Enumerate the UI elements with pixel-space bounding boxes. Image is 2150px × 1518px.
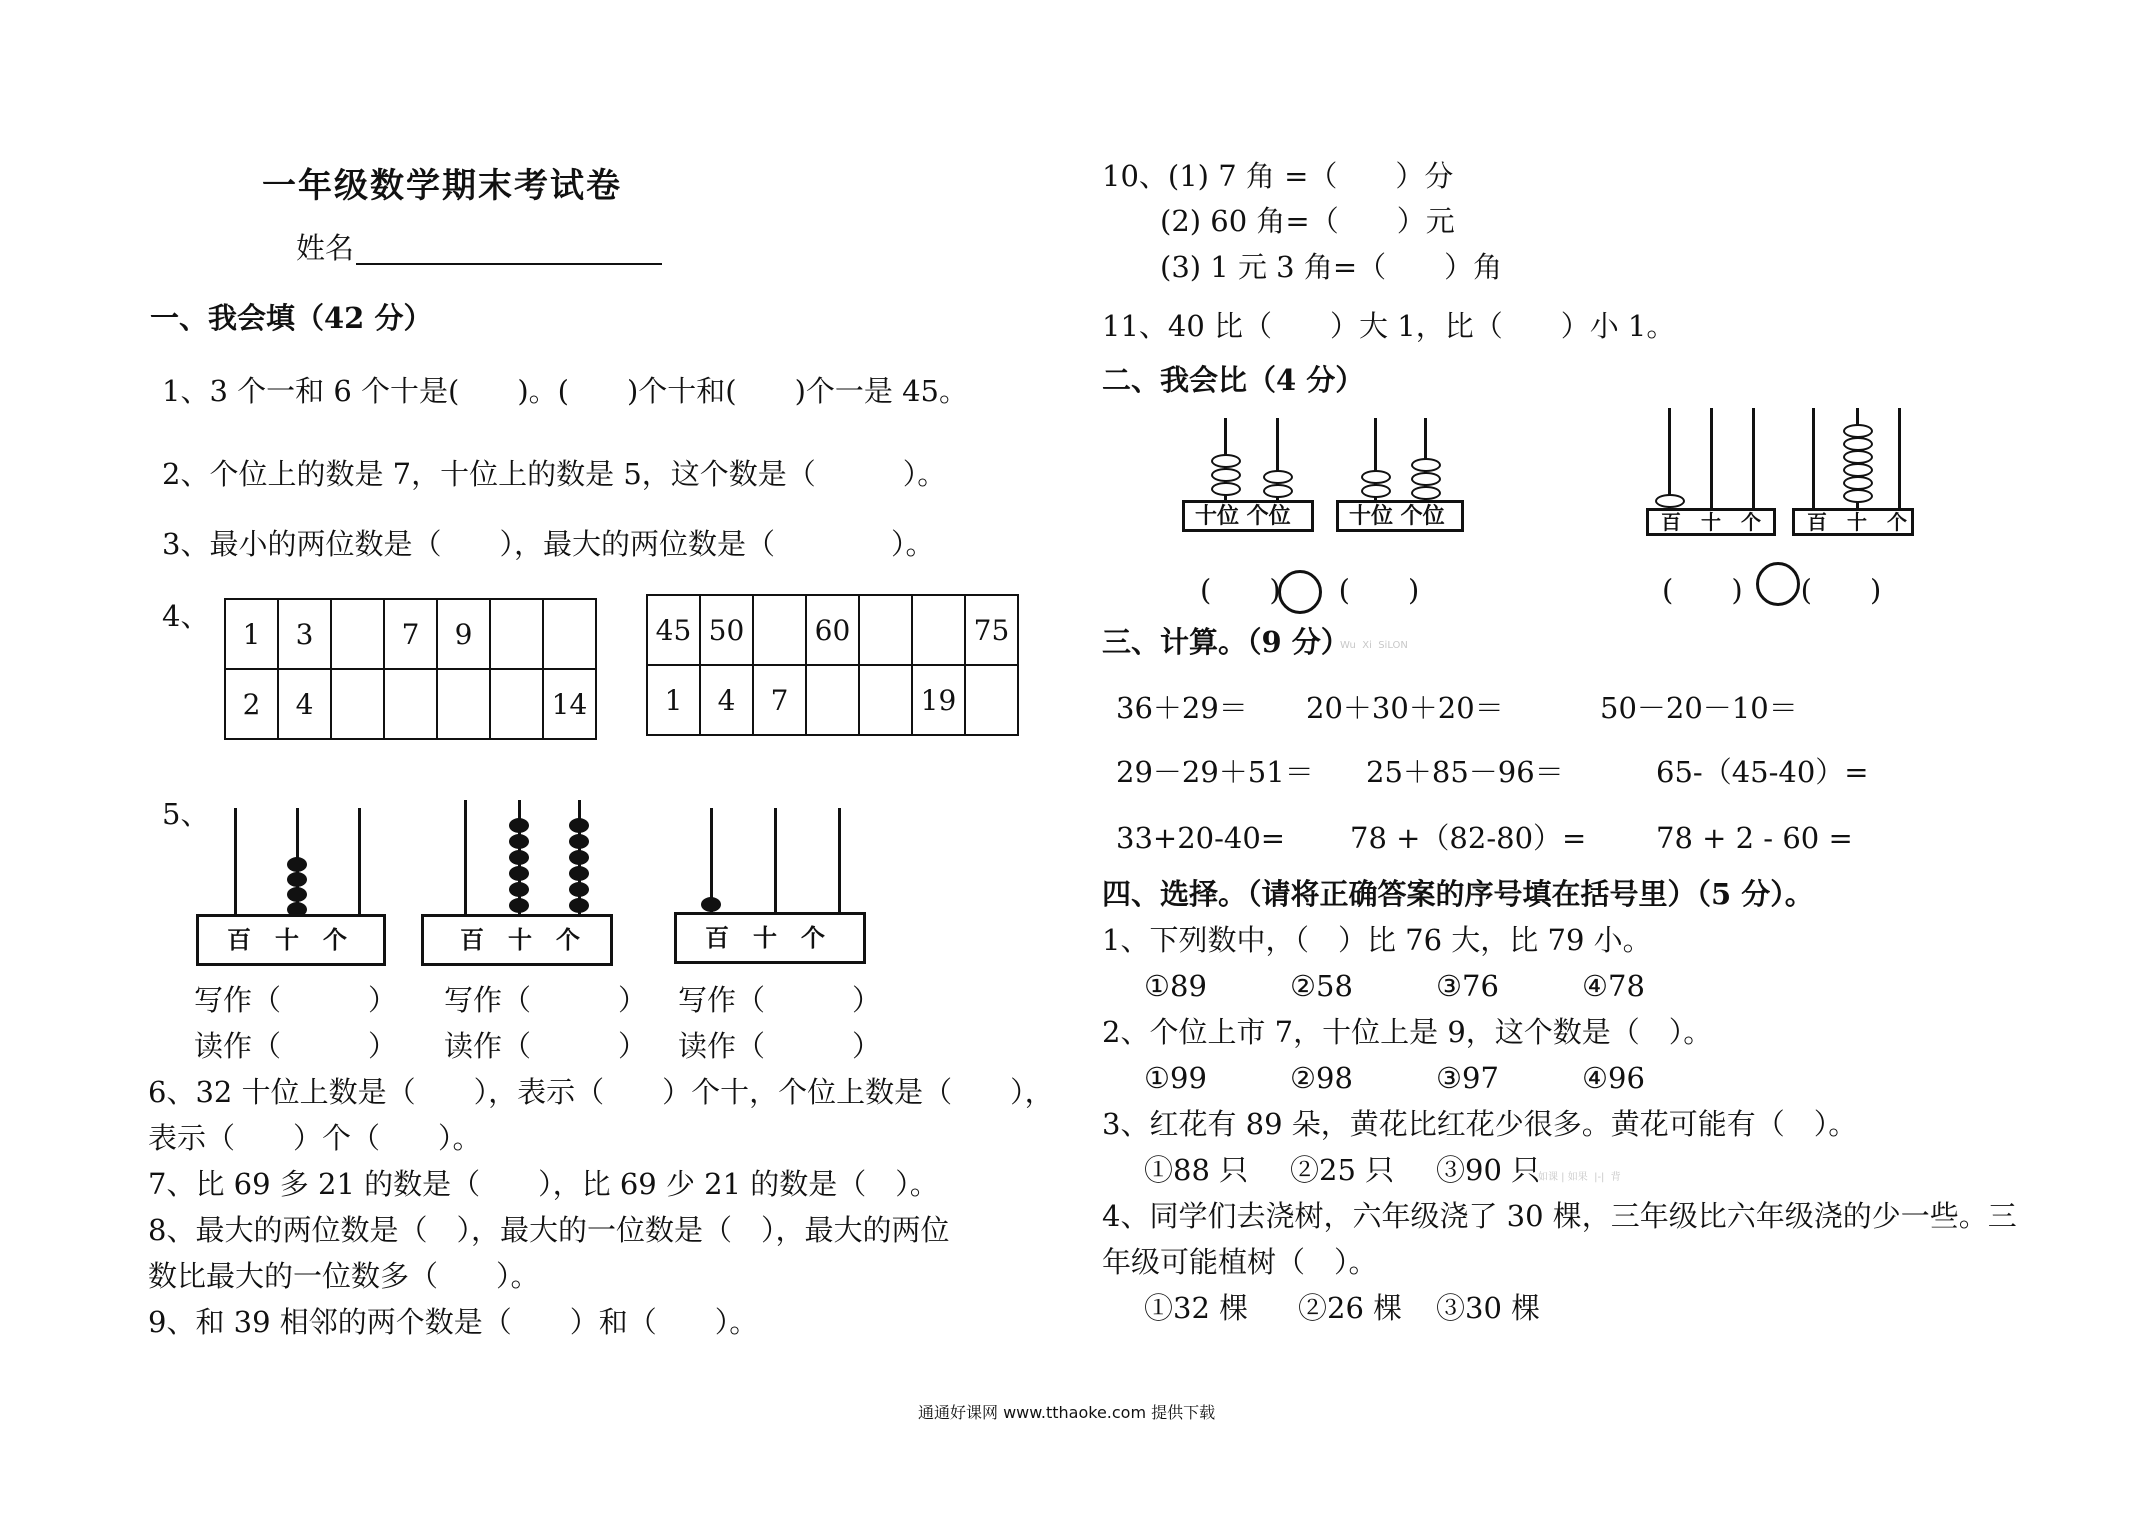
abacus-rod — [838, 808, 841, 912]
abacus-label: 百 十 个 — [1807, 510, 1907, 534]
abacus-bead — [1211, 468, 1241, 482]
section1-heading: 一、我会填（42 分） — [150, 301, 433, 335]
abacus-frame — [1182, 500, 1314, 532]
table-cell — [965, 665, 1018, 735]
table-cell — [490, 669, 543, 739]
table-row — [647, 665, 1018, 735]
question-8-line1: 8、最大的两位数是（ ），最大的一位数是（ ），最大的两位 — [148, 1213, 950, 1247]
abacus-bead — [1411, 486, 1441, 500]
abacus-rod — [234, 808, 237, 914]
table-cell: 9 — [437, 599, 490, 669]
abacus-bead — [569, 866, 589, 881]
abacus-frame — [1792, 508, 1914, 536]
choice-question-4-line1: 4、同学们去浇树，六年级浇了 30 棵，三年级比六年级浇的少一些。三 — [1102, 1199, 2017, 1233]
question-6-line1: 6、32 十位上数是（ ），表示（ ）个十，个位上数是（ ）， — [148, 1075, 1054, 1109]
calc-expression: 36＋29＝ — [1116, 691, 1248, 725]
abacus-frame — [674, 912, 866, 964]
table-cell: 4 — [700, 665, 753, 735]
table-cell: 60 — [806, 595, 859, 665]
question-10-part2: (2) 60 角=（ ）元 — [1160, 204, 1455, 238]
table-cell — [806, 665, 859, 735]
abacus-bead — [1361, 470, 1391, 484]
choice-option: ④96 — [1582, 1061, 1645, 1095]
compare-blank-2: ( ) ( ) — [1662, 573, 1882, 607]
table-cell: 1 — [647, 665, 700, 735]
question-6-line2: 表示（ ）个（ ）。 — [148, 1121, 482, 1155]
table-cell — [859, 665, 912, 735]
question-4-label: 4、 — [162, 599, 210, 633]
question-3-watermark: 如课 | 如果 |-| 背 — [1538, 1172, 1621, 1183]
calc-expression: 29－29＋51＝ — [1116, 755, 1314, 789]
footer-credit: 通通好课网 www.tthaoke.com 提供下载 — [918, 1403, 1216, 1422]
table-cell — [437, 669, 490, 739]
table-cell — [384, 669, 437, 739]
question-10-part3: (3) 1 元 3 角=（ ）角 — [1160, 250, 1503, 284]
abacus-bead — [1211, 482, 1241, 496]
read-as-3: 读作（ ） — [678, 1029, 882, 1063]
choice-option: ②26 棵 — [1298, 1291, 1403, 1325]
abacus-label: 百 十 个 — [460, 925, 580, 954]
abacus-rod — [1752, 408, 1755, 512]
table-cell: 1 — [225, 599, 278, 669]
abacus-bead — [569, 834, 589, 849]
choice-option: ③97 — [1436, 1061, 1499, 1095]
choice-option: ③90 只 — [1436, 1153, 1541, 1187]
table-cell: 19 — [912, 665, 965, 735]
abacus-frame — [421, 914, 613, 966]
abacus-label: 百 十 个 — [1661, 510, 1761, 534]
table-cell: 2 — [225, 669, 278, 739]
abacus-bead — [509, 818, 529, 833]
abacus-bead — [287, 887, 307, 902]
section3-watermark: Wu Xi SiLON — [1340, 640, 1408, 651]
abacus-bead — [1263, 470, 1293, 484]
compare-circle-2[interactable] — [1756, 562, 1800, 606]
abacus-bead — [569, 882, 589, 897]
abacus-bead — [287, 872, 307, 887]
abacus-bead — [1843, 437, 1873, 451]
section3-heading: 三、计算。（9 分） — [1102, 625, 1350, 659]
abacus-bead — [509, 898, 529, 913]
table-cell: 50 — [700, 595, 753, 665]
choice-option: ①99 — [1144, 1061, 1207, 1095]
write-as-1: 写作（ ） — [194, 983, 398, 1017]
table-cell — [543, 599, 596, 669]
number-table-2 — [646, 594, 1019, 736]
page-title: 一年级数学期末考试卷 — [262, 166, 622, 206]
calc-expression: 20＋30＋20＝ — [1306, 691, 1504, 725]
question-9: 9、和 39 相邻的两个数是（ ）和（ ）。 — [148, 1305, 759, 1339]
abacus-bead — [287, 857, 307, 872]
question-5-label: 5、 — [162, 797, 210, 831]
abacus-bead — [1411, 472, 1441, 486]
question-10-part1: 10、(1) 7 角 =（ ）分 — [1102, 159, 1454, 193]
abacus-label: 百 十 个 — [705, 923, 825, 952]
abacus-rod — [1710, 408, 1713, 512]
table-cell: 45 — [647, 595, 700, 665]
calc-expression: 33+20-40= — [1116, 821, 1286, 855]
abacus-rod — [358, 808, 361, 914]
question-3: 3、最小的两位数是（ ），最大的两位数是（ ）。 — [162, 527, 935, 561]
choice-question-3: 3、红花有 89 朵，黄花比红花少很多。黄花可能有（ ）。 — [1102, 1107, 1858, 1141]
abacus-bead — [569, 818, 589, 833]
abacus-bead — [1843, 450, 1873, 464]
name-label: 姓名 — [296, 231, 355, 265]
table-cell: 7 — [384, 599, 437, 669]
write-as-3: 写作（ ） — [678, 983, 882, 1017]
number-table-1 — [224, 598, 597, 740]
read-as-2: 读作（ ） — [444, 1029, 648, 1063]
table-cell — [912, 595, 965, 665]
choice-option: ②25 只 — [1290, 1153, 1395, 1187]
calc-expression: 78 + 2 - 60 = — [1656, 821, 1853, 855]
abacus-bead — [509, 850, 529, 865]
choice-option: ③30 棵 — [1436, 1291, 1541, 1325]
abacus-bead — [509, 882, 529, 897]
question-7: 7、比 69 多 21 的数是（ ），比 69 少 21 的数是（ ）。 — [148, 1167, 939, 1201]
abacus-bead — [1263, 484, 1293, 498]
choice-option: ①32 棵 — [1144, 1291, 1249, 1325]
abacus-bead — [569, 898, 589, 913]
read-as-1: 读作（ ） — [194, 1029, 398, 1063]
abacus-rod — [1812, 408, 1815, 512]
calc-expression: 50－20－10＝ — [1600, 691, 1798, 725]
table-row — [647, 595, 1018, 665]
place-label: 十位 个位 — [1349, 503, 1445, 529]
question-11: 11、40 比（ ）大 1，比（ ）小 1。 — [1102, 309, 1676, 343]
choice-option: ①88 只 — [1144, 1153, 1249, 1187]
choice-option: ②58 — [1290, 969, 1353, 1003]
table-cell: 75 — [965, 595, 1018, 665]
abacus-bead — [1843, 424, 1873, 438]
abacus-frame — [1646, 508, 1776, 536]
section2-heading: 二、我会比（4 分） — [1102, 363, 1365, 397]
abacus-bead — [1411, 458, 1441, 472]
calc-expression: 65-（45-40）= — [1656, 755, 1869, 789]
table-cell — [753, 595, 806, 665]
abacus-rod — [1898, 408, 1901, 512]
choice-option: ③76 — [1436, 969, 1499, 1003]
choice-option: ②98 — [1290, 1061, 1353, 1095]
abacus-bead — [1843, 476, 1873, 490]
abacus-rod — [464, 800, 467, 916]
table-cell: 3 — [278, 599, 331, 669]
abacus-bead — [509, 834, 529, 849]
choice-option: ④78 — [1582, 969, 1645, 1003]
section4-heading: 四、选择。（请将正确答案的序号填在括号里）（5 分）。 — [1102, 877, 1814, 911]
choice-question-4-line2: 年级可能植树（ ）。 — [1102, 1245, 1378, 1279]
abacus-frame — [1336, 500, 1464, 532]
place-label: 十位 个位 — [1195, 503, 1291, 529]
abacus-frame — [196, 914, 386, 966]
abacus-bead — [1361, 484, 1391, 498]
abacus-bead — [701, 897, 721, 912]
table-cell: 7 — [753, 665, 806, 735]
table-cell: 14 — [543, 669, 596, 739]
table-cell: 4 — [278, 669, 331, 739]
abacus-bead — [1211, 454, 1241, 468]
question-2: 2、个位上的数是 7，十位上的数是 5，这个数是（ ）。 — [162, 457, 947, 491]
abacus-bead — [509, 866, 529, 881]
abacus-bead — [1655, 494, 1685, 508]
abacus-label: 百 十 个 — [227, 925, 347, 954]
table-cell — [859, 595, 912, 665]
abacus-rod — [774, 808, 777, 912]
choice-option: ①89 — [1144, 969, 1207, 1003]
table-row — [225, 599, 596, 669]
question-8-line2: 数比最大的一位数多（ ）。 — [148, 1259, 540, 1293]
compare-blank-1: ( ) ( ) — [1200, 573, 1420, 607]
table-cell — [490, 599, 543, 669]
compare-circle-1[interactable] — [1278, 570, 1322, 614]
question-1: 1、3 个一和 6 个十是( )。( )个十和( )个一是 45。 — [162, 374, 969, 408]
table-cell — [331, 599, 384, 669]
calc-expression: 25＋85－96＝ — [1366, 755, 1564, 789]
abacus-bead — [1843, 463, 1873, 477]
calc-expression: 78 +（82-80）= — [1350, 821, 1587, 855]
write-as-2: 写作（ ） — [444, 983, 648, 1017]
choice-question-2: 2、个位上市 7，十位上是 9，这个数是（ ）。 — [1102, 1015, 1713, 1049]
table-cell — [331, 669, 384, 739]
table-row — [225, 669, 596, 739]
name-line — [356, 263, 662, 265]
choice-question-1: 1、下列数中，（ ）比 76 大，比 79 小。 — [1102, 923, 1652, 957]
abacus-bead — [1843, 489, 1873, 503]
abacus-bead — [569, 850, 589, 865]
